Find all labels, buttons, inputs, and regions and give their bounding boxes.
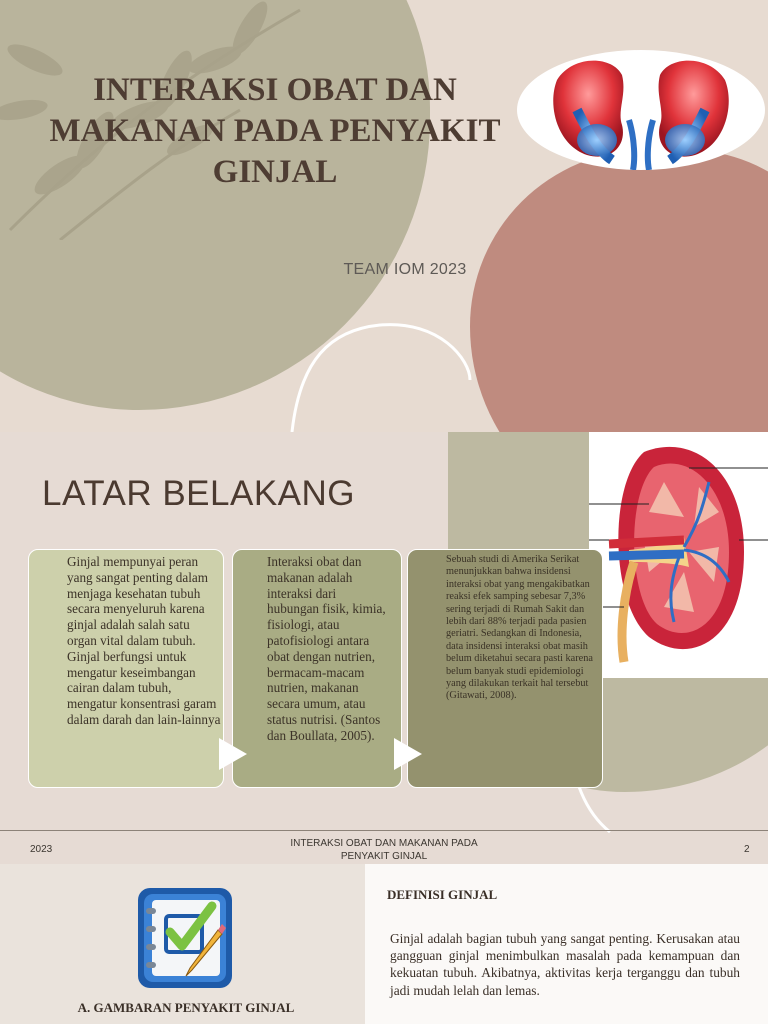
checklist-pencil-icon xyxy=(130,884,240,994)
title-slide xyxy=(0,0,768,432)
team-subtitle: TEAM IOM 2023 xyxy=(343,261,467,278)
kidney-cross-section xyxy=(589,432,768,678)
arrow-right-icon xyxy=(219,738,247,770)
info-card-3-text: Sebuah studi di Amerika Serikat menunjukkan bahwa insidensi interaksi obat yang mengakibatkan reaksi efek samping sebesar 7,3% sering terjadi di Rumah Sakit dan lebih dari 88% terjadi pada pasien geriatri. Sedangkan di Indonesia, data insidensi interaksi obat masih belum diketahui secara pasti karena belum banyak studi epidemiologi yang dilakukan terkait hal tersebut (Gitawati, 2008). xyxy=(446,554,593,702)
kidney-illustration xyxy=(517,50,765,170)
definition-slide xyxy=(0,864,768,1024)
presentation-title: INTERAKSI OBAT DAN MAKANAN PADA PENYAKIT GINJAL xyxy=(49,72,501,190)
definition-title: DEFINISI GINJAL xyxy=(387,887,498,902)
info-card-1-text: Ginjal mempunyai peran yang sangat penting dalam menjaga kesehatan tubuh secara menyeluruh karena ginjal adalah salah satu organ vital dalam tubuh. Ginjal berfungsi untuk mengatur keseimbangan cairan dalam tubuh, mengatur konsentrasi garam dalam darah dan lain-lainnya xyxy=(67,554,221,727)
info-card-1 xyxy=(28,549,224,788)
footer-year: 2023 xyxy=(30,844,53,855)
background-slide xyxy=(0,432,768,864)
info-card-2-text: Interaksi obat dan makanan adalah interaksi dari hubungan fisik, kimia, fisiologi, atau patofisiologi antara obat dengan nutrien, bermacam-macam nutrien, makanan secara umum, atau status nutrisi. (Santos dan Boullata, 2005). xyxy=(267,554,386,743)
footer-divider xyxy=(0,830,768,831)
footer-title: INTERAKSI OBAT DAN MAKANAN PADA PENYAKIT GINJAL xyxy=(290,838,478,862)
section-heading: LATAR BELAKANG xyxy=(42,474,356,513)
info-card-2 xyxy=(232,549,402,788)
info-card-3 xyxy=(407,549,603,788)
arrow-right-icon xyxy=(394,738,422,770)
footer-page-number: 2 xyxy=(744,844,750,855)
section-caption: A. GAMBARAN PENYAKIT GINJAL xyxy=(77,1000,295,1015)
definition-text: Ginjal adalah bagian tubuh yang sangat penting. Kerusakan atau gangguan ginjal menimbulkan masalah pada kemampuan dan kekuatan tubuh. Akibatnya, aktivitas kerja terganggu dan tubuh jadi mudah lelah dan lemas. xyxy=(390,931,740,998)
kidney-cross-section-panel xyxy=(589,432,768,678)
